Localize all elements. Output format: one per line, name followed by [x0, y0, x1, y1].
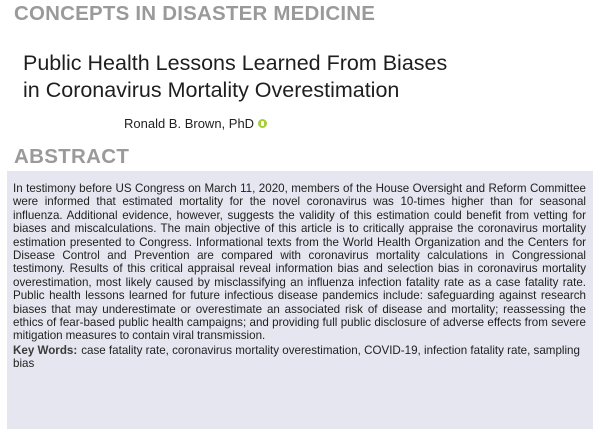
abstract-box	[7, 171, 593, 429]
keywords-list: case fatality rate, coronavirus mortality overestimation, COVID-19, infection fatality rate, sampling bias	[13, 343, 580, 371]
article-title-line-1: Public Health Lessons Learned From Biases	[23, 51, 448, 75]
abstract-text: In testimony before US Congress on March 11, 2020, members of the House Oversight and Reform Committee were informed that estimated mortality for the novel coronavirus was 10-times higher than for seasonal influenza. Additional evidence, however, suggests the validity of this estimation could benefit from vetting for biases and miscalculations. The main objective of this article is to critically appraise the coronavirus mortality estimation presented to Congress. Informational texts from the World Health Organization and the Centers for Disease Control and Prevention are compared with coronavirus mortality calculations in Congressional testimony. Results of this critical appraisal reveal information bias and selection bias in coronavirus mortality overestimation, most likely caused by misclassifying an influenza infection fatality rate as a case fatality rate. Public health lessons learned for future infectious disease pandemics include: safeguarding against research biases that may underestimate or overestimate an associated risk of disease and mortality; reassessing the ethics of fear-based public health campaigns; and providing full public disclosure of adverse effects from severe mitigation measures to contain viral transmission.	[13, 182, 586, 343]
abstract-heading: ABSTRACT	[14, 145, 130, 168]
author-byline	[124, 116, 267, 131]
keywords	[13, 344, 586, 371]
article-title	[23, 50, 447, 104]
article-title-line-2: in Coronavirus Mortality Overestimation	[23, 78, 400, 102]
orcid-icon[interactable]	[258, 119, 267, 128]
author-name: Ronald B. Brown, PhD	[124, 116, 255, 131]
keywords-label: Key Words:	[13, 343, 78, 357]
section-label: CONCEPTS IN DISASTER MEDICINE	[14, 2, 376, 25]
